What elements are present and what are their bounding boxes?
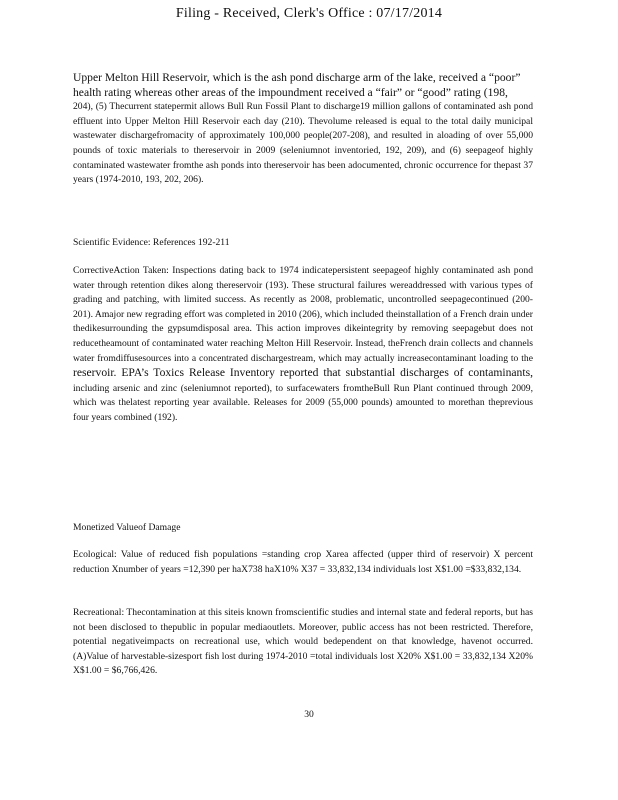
intro-body-text: 204), (5) Thecurrent statepermit allows Bull Run Fossil Plant to discharge19 million gallons of contaminated ash pond effluent into Upper Melton Hill Reservoir each day (210). Thevolume released is equal to the total daily municipal wastewater dischargefromacity of approximately 100,000 people(207-208), and resulted in aloading of over 55,000 pounds of toxic materials to thereservoir in 2009 (seleniumnot inventoried, 192, 209), and (6) seepageof highly contaminated wastewater fromthe ash ponds into thereservoir has been adocumented, chronic occurrence for thepast 37 years (1974-2010, 193, 202, 206).: [73, 101, 533, 186]
recreational-text: Recreational: Thecontamination at this siteis known fromscientific studies and internal state and federal reports, but has not been disclosed to thepublic in popular mediaoutlets. Moreover, public access has not been restricted. Therefore, potential negativeimpacts on recreational use, which would bedependent on that knowledge, havenot occurred. (A)Value of harvestable-sizesport fish lost during 1974-2010 =total individuals lost X20% X$1.00 = 33,832,134 X20% X$1.00 = $6,766,426.: [73, 607, 533, 677]
recreational-paragraph: [73, 606, 533, 679]
corrective-action-text-after: including arsenic and zinc (seleniumnot reported), to surfacewaters fromtheBull Run Plant continued through 2009, which was thelatest reporting year available. Releases for 2009 (55,000 pounds) amounted to morethan theprevious four years combined (192).: [73, 382, 533, 423]
intro-paragraph: [73, 71, 533, 188]
scientific-evidence-text: Scientific Evidence: References 192-211: [73, 237, 230, 248]
monetized-heading: Monetized Valueof Damage: [73, 522, 181, 533]
intro-lead-line-2: health rating whereas other areas of the impoundment received a “fair” or “good” rating (198,: [73, 85, 508, 99]
corrective-action-paragraph: [73, 264, 533, 426]
intro-lead-line-1: Upper Melton Hill Reservoir, which is the ash pond discharge arm of the lake, received a “poor”: [73, 71, 521, 84]
monetized-heading-block: [73, 521, 533, 536]
ecological-text: Ecological: Value of reduced fish populations =standing crop Xarea affected (upper third of reservoir) X percent reduction Xnumber of years =12,390 per haX738 haX10% X37 = 33,832,134 individuals lost X$1.00 =$33,832,134.: [73, 549, 533, 575]
corrective-action-text-before: CorrectiveAction Taken: Inspections dating back to 1974 indicatepersistent seepageof highly contaminated ash pond water through retention dikes along thereservoir (193). These structural failures wereaddressed with various types of grading and patching, with limited success. As recently as 2008, problematic, uncontrolled seepagecontinued (200-201). Amajor new regrading effort was completed in 2010 (206), which included theinstallation of a French drain under thedikesurrounding the gypsumdisposal area. This action improves dikeintegrity by removing seepagebut does not reducetheamount of contaminated water reaching Melton Hill Reservoir. Instead, theFrench drain collects and channels water fromdiffusesources into a concentrated dischargestream, which may actually increasecontaminant loading to the: [73, 265, 533, 364]
filing-stamp-header: Filing - Received, Clerk's Office : 07/17/2014: [175, 6, 443, 21]
ecological-paragraph: [73, 548, 533, 577]
page-number: 30: [304, 709, 314, 720]
corrective-action-lead-text: reservoir. EPA’s Toxics Release Inventory reported that substantial discharges of contaminants,: [73, 366, 533, 380]
scientific-evidence-line: [73, 236, 533, 251]
